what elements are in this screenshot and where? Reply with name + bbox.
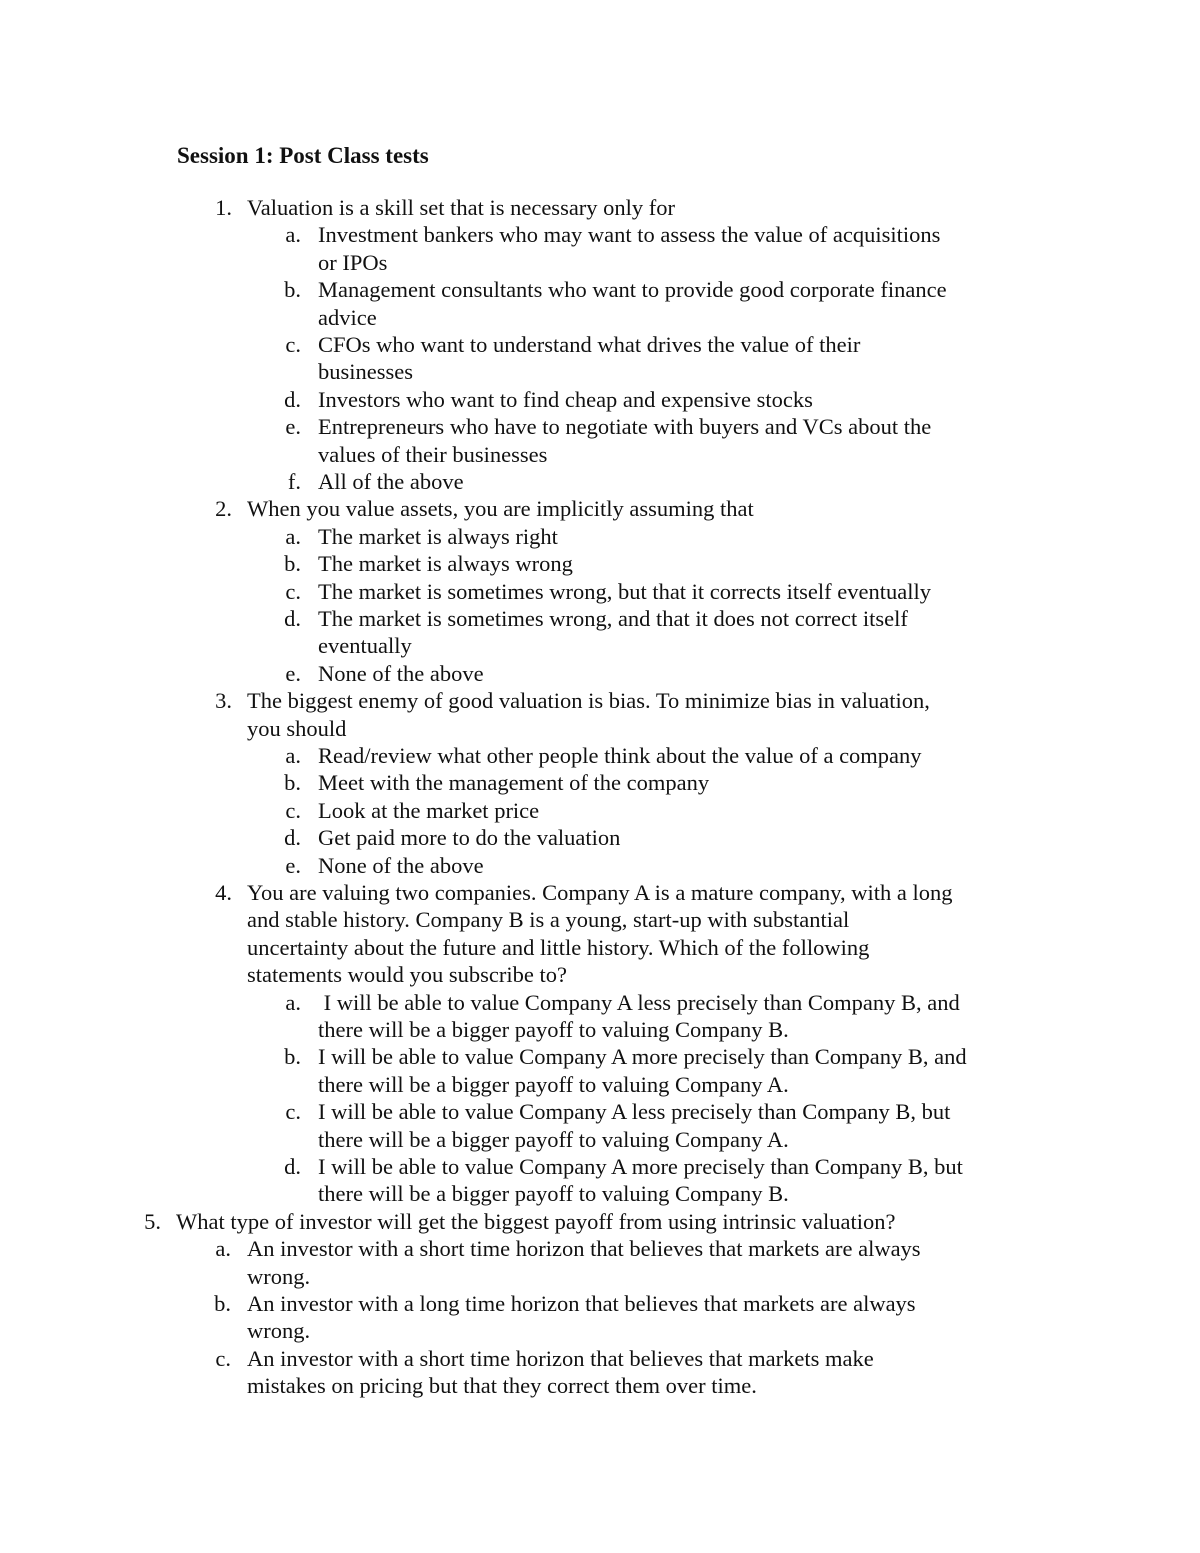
option-letter: d. — [284, 386, 301, 412]
option-letter: f. — [287, 469, 301, 494]
question-number: 4. — [215, 880, 232, 905]
option-text: Management consultants who want to provide good corporate finance — [318, 277, 947, 303]
option-letter: d. — [284, 606, 301, 631]
option-text: there will be a bigger payoff to valuing Company A. — [318, 1126, 789, 1152]
question-text: You are valuing two companies. Company A is a mature company, with a long — [247, 880, 953, 905]
option-text: An investor with a long time horizon that believes that markets are always — [247, 1291, 916, 1316]
option-letter: c. — [285, 578, 301, 604]
option-letter: e. — [285, 660, 301, 686]
option-letter: d. — [284, 825, 301, 851]
option-text: eventually — [318, 633, 412, 659]
option-letter: b. — [214, 1291, 231, 1316]
option-text: wrong. — [247, 1318, 311, 1344]
option-text: Look at the market price — [318, 797, 540, 823]
option-text: Investment bankers who may want to assess the value of acquisitions — [318, 222, 941, 248]
option-letter: a. — [285, 523, 301, 549]
question-text: Valuation is a skill set that is necessary only for — [247, 195, 676, 220]
option-text: CFOs who want to understand what drives the value of their — [318, 332, 861, 357]
question-number: 5. — [144, 1208, 161, 1234]
option-text: The market is sometimes wrong, and that it does not correct itself — [318, 606, 908, 631]
option-letter: c. — [285, 1099, 301, 1125]
question-number: 1. — [215, 195, 232, 220]
option-text: The market is sometimes wrong, but that it corrects itself eventually — [318, 578, 931, 604]
option-letter: c. — [285, 332, 301, 357]
question-text: What type of investor will get the biggest payoff from using intrinsic valuation? — [176, 1208, 896, 1234]
option-text: Meet with the management of the company — [318, 770, 710, 796]
option-text: I will be able to value Company A less precisely than Company B, but — [318, 1099, 951, 1125]
option-letter: e. — [285, 414, 301, 440]
option-letter: a. — [285, 989, 301, 1015]
question-text: and stable history. Company B is a young, start-up with substantial — [247, 907, 850, 933]
option-text: or IPOs — [318, 249, 388, 275]
option-text: wrong. — [247, 1263, 311, 1289]
option-letter: a. — [285, 743, 301, 768]
question-number: 3. — [215, 688, 232, 714]
option-letter: b. — [284, 770, 301, 796]
option-text: I will be able to value Company A less precisely than Company B, and — [318, 989, 960, 1015]
option-text: None of the above — [318, 852, 484, 878]
option-text: All of the above — [318, 469, 464, 494]
question-text: When you value assets, you are implicitly assuming that — [247, 496, 754, 522]
option-text: Investors who want to find cheap and expensive stocks — [318, 386, 813, 412]
option-text: businesses — [318, 359, 413, 385]
question-text: uncertainty about the future and little history. Which of the following — [247, 934, 870, 960]
question-text: The biggest enemy of good valuation is bias. To minimize bias in valuation, — [247, 688, 930, 714]
option-letter: b. — [284, 1044, 301, 1070]
option-text: I will be able to value Company A more precisely than Company B, but — [318, 1154, 963, 1179]
option-letter: c. — [285, 797, 301, 823]
option-text: Read/review what other people think about the value of a company — [318, 743, 922, 768]
option-text: Entrepreneurs who have to negotiate with buyers and VCs about the — [318, 414, 932, 440]
option-text: None of the above — [318, 660, 484, 686]
option-text: there will be a bigger payoff to valuing Company A. — [318, 1071, 789, 1097]
option-text: An investor with a short time horizon that believes that markets are always — [247, 1236, 921, 1262]
option-letter: e. — [285, 852, 301, 878]
option-letter: c. — [215, 1345, 231, 1371]
question-text: statements would you subscribe to? — [247, 962, 567, 988]
option-letter: a. — [285, 222, 301, 248]
option-text: there will be a bigger payoff to valuing Company B. — [318, 1017, 789, 1042]
option-text: The market is always right — [318, 523, 558, 549]
option-text: there will be a bigger payoff to valuing Company B. — [318, 1181, 789, 1207]
option-text: Get paid more to do the valuation — [318, 825, 621, 851]
option-letter: b. — [284, 551, 301, 577]
option-text: The market is always wrong — [318, 551, 573, 577]
question-text: you should — [247, 715, 347, 741]
option-text: values of their businesses — [318, 441, 548, 467]
option-letter: b. — [284, 277, 301, 303]
option-text: An investor with a short time horizon that believes that markets make — [247, 1345, 874, 1371]
option-letter: a. — [215, 1236, 231, 1262]
option-letter: d. — [284, 1154, 301, 1179]
option-text: advice — [318, 304, 377, 330]
question-number: 2. — [215, 496, 232, 522]
option-text: mistakes on pricing but that they correct them over time. — [247, 1373, 757, 1399]
page-title: Session 1: Post Class tests — [177, 143, 429, 168]
option-text: I will be able to value Company A more precisely than Company B, and — [318, 1044, 967, 1070]
